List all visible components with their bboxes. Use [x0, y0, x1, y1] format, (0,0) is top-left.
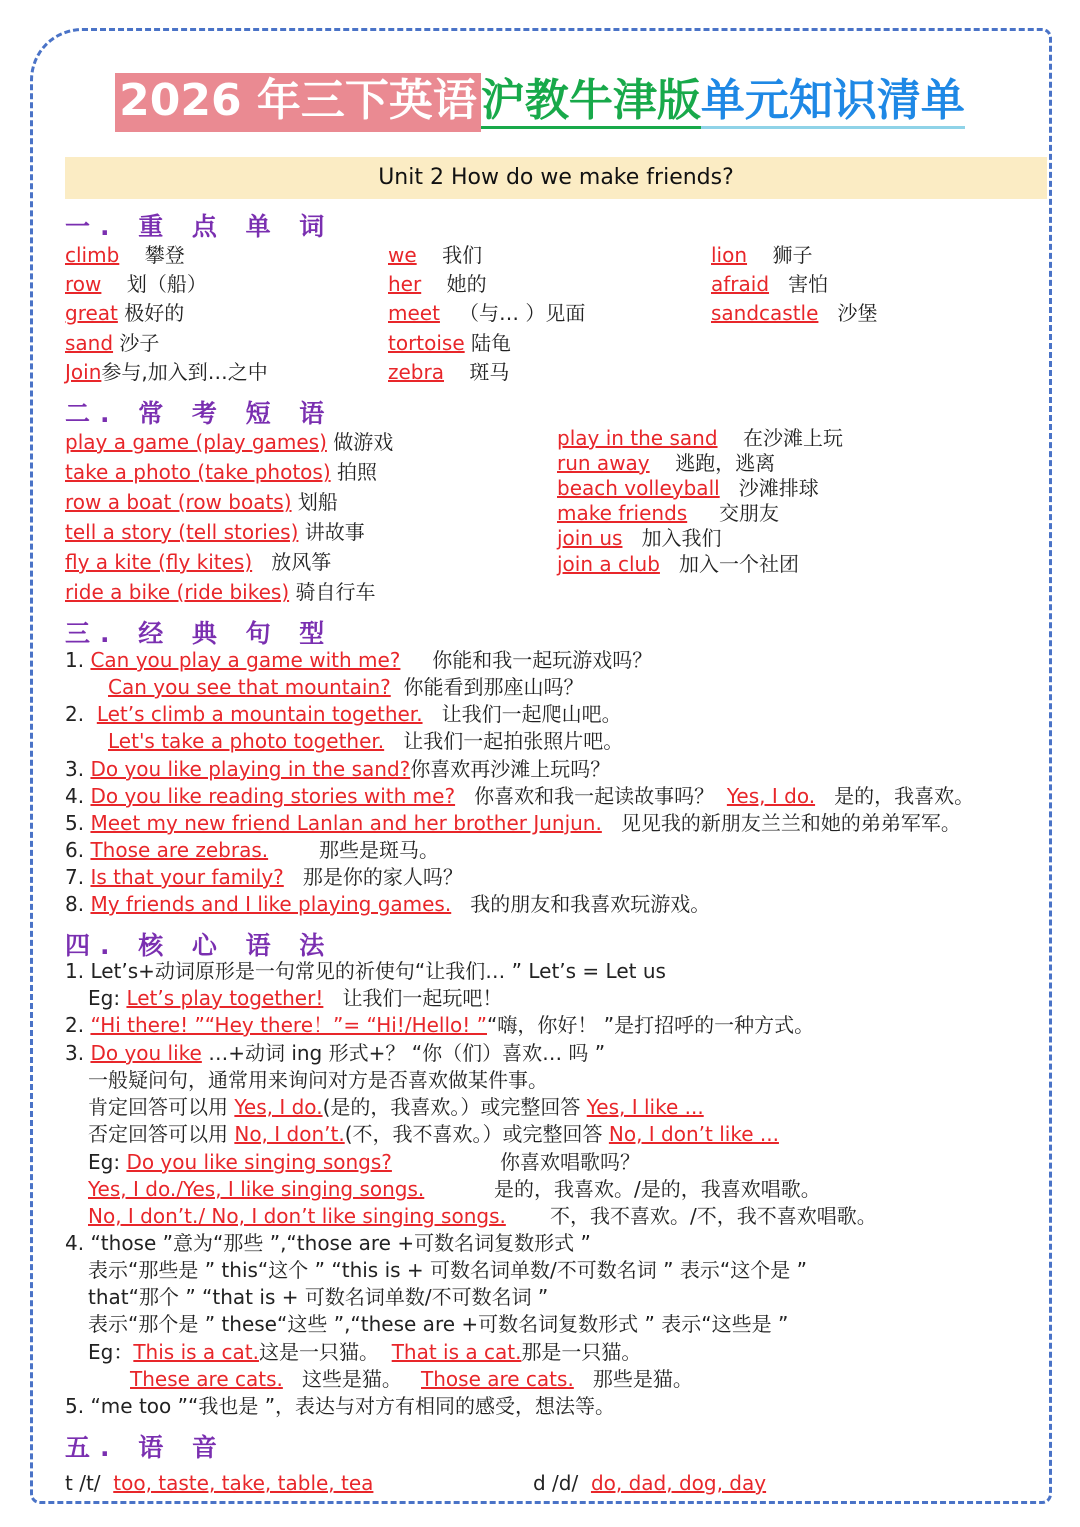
grammar-line: 1. Let’s+动词原形是一句常见的祈使句“让我们… ” Let’s = Let us [65, 959, 666, 983]
word-item: tortoise 陆龟 [388, 331, 512, 355]
section-heading-sentences: 三. 经 典 句 型 [65, 619, 335, 648]
grammar-line: that“那个 ” “that is + 可数名词单数/不可数名词 ” [88, 1285, 549, 1309]
phrase-item: fly a kite (fly kites) 放风筝 [65, 550, 332, 574]
grammar-line: 表示“那些是 ” this“这个 ” “this is + 可数名词单数/不可数名词 ” 表示“这个是 ” [88, 1258, 807, 1282]
grammar-line: 否定回答可以用 No, I don’t.(不，我不喜欢。）或完整回答 No, I don’t like ... [88, 1122, 779, 1146]
phrase-item: make friends 交朋友 [557, 501, 779, 525]
grammar-line: 不，我不喜欢。/不，我不喜欢唱歌。 [550, 1204, 877, 1228]
word-item: afraid 害怕 [711, 272, 829, 296]
section-heading-grammar: 四. 核 心 语 法 [65, 931, 335, 960]
grammar-line: 4. “those ”意为“那些 ”,“those are +可数名词复数形式 ” [65, 1231, 591, 1255]
phrase-item: join us 加入我们 [557, 526, 722, 550]
phrase-item: run away 逃跑，逃离 [557, 451, 776, 475]
title-part-checklist: 单元知识清单 [701, 75, 965, 129]
phrase-item: beach volleyball 沙滩排球 [557, 476, 819, 500]
word-item: sandcastle 沙堡 [711, 301, 878, 325]
phrase-item: take a photo (take photos) 拍照 [65, 460, 377, 484]
word-item: great 极好的 [65, 301, 185, 325]
grammar-line: 5. “me too ”“我也是 ”，表达与对方有相同的感受，想法等。 [65, 1394, 616, 1418]
word-item: sand 沙子 [65, 331, 160, 355]
phonics-d-row: d /d/ do, dad, dog, day [533, 1471, 767, 1495]
section-heading-words: 一. 重 点 单 词 [65, 212, 335, 241]
grammar-line: 是的，我喜欢。/是的，我喜欢唱歌。 [494, 1177, 821, 1201]
grammar-line: 肯定回答可以用 Yes, I do.(是的，我喜欢。）或完整回答 Yes, I like ... [88, 1095, 704, 1119]
grammar-line: These are cats. 这些是猫。 Those are cats. 那些是猫。 [130, 1367, 693, 1391]
grammar-line: 一般疑问句，通常用来询问对方是否喜欢做某件事。 [88, 1068, 548, 1092]
phrase-item: ride a bike (ride bikes) 骑自行车 [65, 580, 376, 604]
word-item: we 我们 [388, 243, 483, 267]
word-item: zebra 斑马 [388, 360, 510, 384]
grammar-line: 你喜欢唱歌吗？ [500, 1150, 640, 1174]
sentence-item: Can you see that mountain? 你能看到那座山吗？ [108, 675, 584, 699]
section-heading-phonics: 五. 语 音 [65, 1433, 227, 1462]
grammar-line: 表示“那个是 ” these“这些 ”,“these are +可数名词复数形式 ” 表示“这些是 ” [88, 1312, 789, 1336]
sentence-item: 7. Is that your family? 那是你的家人吗？ [65, 865, 463, 889]
grammar-line: Eg: Let’s play together! 让我们一起玩吧！ [88, 986, 503, 1010]
unit-heading: Unit 2 How do we make friends? [65, 157, 1047, 199]
word-item: Join参与,加入到…之中 [65, 360, 268, 384]
phonics-t-row: t /t/ too, taste, take, table, tea [65, 1471, 374, 1495]
phrase-item: row a boat (row boats) 划船 [65, 490, 338, 514]
sentence-item: 8. My friends and I like playing games. 我的朋友和我喜欢玩游戏。 [65, 892, 711, 916]
title-part-edition: 沪教牛津版 [481, 75, 701, 129]
sentence-item: 4. Do you like reading stories with me? 你喜欢和我一起读故事吗？ Yes, I do. 是的，我喜欢。 [65, 784, 975, 808]
word-item: climb 攀登 [65, 243, 185, 267]
title-part-grade: 2026 年三下英语 [115, 73, 481, 132]
word-item: meet （与… ）见面 [388, 301, 586, 325]
word-item: her 她的 [388, 272, 487, 296]
grammar-line: Yes, I do./Yes, I like singing songs. [88, 1177, 425, 1201]
phrase-item: tell a story (tell stories) 讲故事 [65, 520, 365, 544]
grammar-line: 3. Do you like …+动词 ing 形式+？ “你（们）喜欢… 吗 ” [65, 1041, 606, 1065]
sentence-item: 3. Do you like playing in the sand?你喜欢再沙滩上玩吗？ [65, 757, 611, 781]
phrase-item: play in the sand 在沙滩上玩 [557, 426, 843, 450]
grammar-line: Eg：This is a cat.这是一只猫。 That is a cat.那是一只猫。 [88, 1340, 642, 1364]
word-item: row 划（船） [65, 272, 207, 296]
section-heading-phrases: 二. 常 考 短 语 [65, 399, 335, 428]
sentence-item: 5. Meet my new friend Lanlan and her brother Junjun. 见见我的新朋友兰兰和她的弟弟军军。 [65, 811, 961, 835]
sentence-item: Let's take a photo together. 让我们一起拍张照片吧。 [108, 729, 624, 753]
word-item: lion 狮子 [711, 243, 813, 267]
sentence-item: 1. Can you play a game with me? 你能和我一起玩游戏吗？ [65, 648, 653, 672]
sentence-item: 6. Those are zebras. 那些是斑马。 [65, 838, 439, 862]
page-title [0, 64, 1080, 128]
grammar-line: No, I don’t./ No, I don’t like singing songs. [88, 1204, 506, 1228]
grammar-line: 2. “Hi there! ”“Hey there！”= “Hi!/Hello! ”“嗨，你好！ ”是打招呼的一种方式。 [65, 1013, 815, 1037]
grammar-line: Eg: Do you like singing songs? [88, 1150, 392, 1174]
phrase-item: play a game (play games) 做游戏 [65, 430, 394, 454]
sentence-item: 2. Let’s climb a mountain together. 让我们一起爬山吧。 [65, 702, 622, 726]
phrase-item: join a club 加入一个社团 [557, 552, 799, 576]
